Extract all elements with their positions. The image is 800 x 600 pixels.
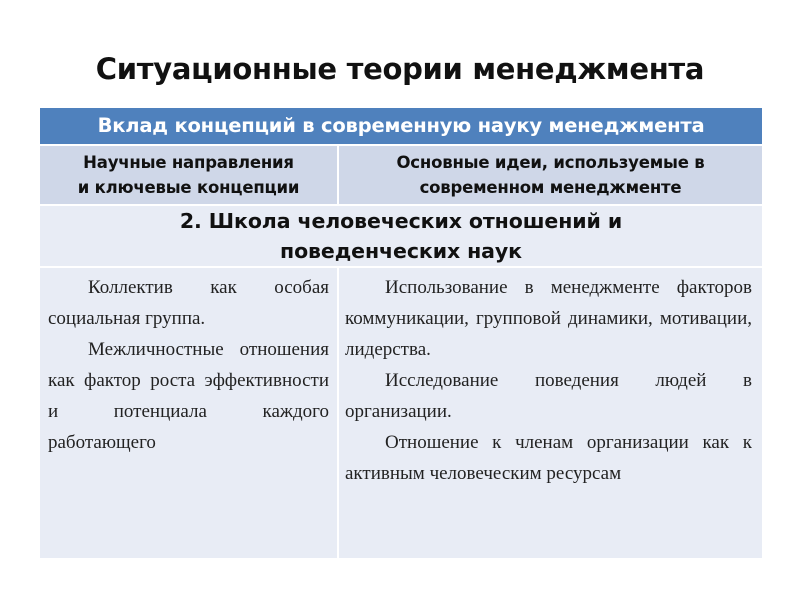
column-header-ideas-line2: современном менеджменте — [419, 178, 682, 197]
column-header-ideas — [339, 146, 762, 204]
column-header-directions-line1: Научные направления — [83, 153, 294, 172]
ideas-paragraph: Отношение к членам организации как к активным человеческим ресурсам — [345, 432, 752, 484]
section-title — [40, 206, 762, 266]
ideas-paragraph: Использование в менеджменте факторов коммуникации, групповой динамики, мотивации, лидерства. — [345, 277, 752, 360]
slide-title: Ситуационные теории менеджмента — [95, 52, 705, 86]
section-title-line2: поведенческих наук — [280, 239, 522, 263]
column-header-directions-line2: и ключевые концепции — [77, 178, 300, 197]
ideas-paragraph: Исследование поведения людей в организации. — [345, 370, 752, 422]
table-header: Вклад концепций в современную науку менеджмента — [40, 108, 762, 144]
column-header-ideas-line1: Основные идеи, используемые в — [396, 153, 705, 172]
concepts-table — [40, 108, 762, 558]
ideas-cell — [339, 268, 762, 558]
column-header-directions — [40, 146, 337, 204]
directions-cell — [40, 268, 337, 558]
section-title-line1: 2. Школа человеческих отношений и — [179, 209, 623, 233]
directions-paragraph: Коллектив как особая социальная группа. — [48, 277, 329, 329]
directions-paragraph: Межличностные отношения как фактор роста эффективности и потенциала каждого работающего — [48, 339, 329, 453]
